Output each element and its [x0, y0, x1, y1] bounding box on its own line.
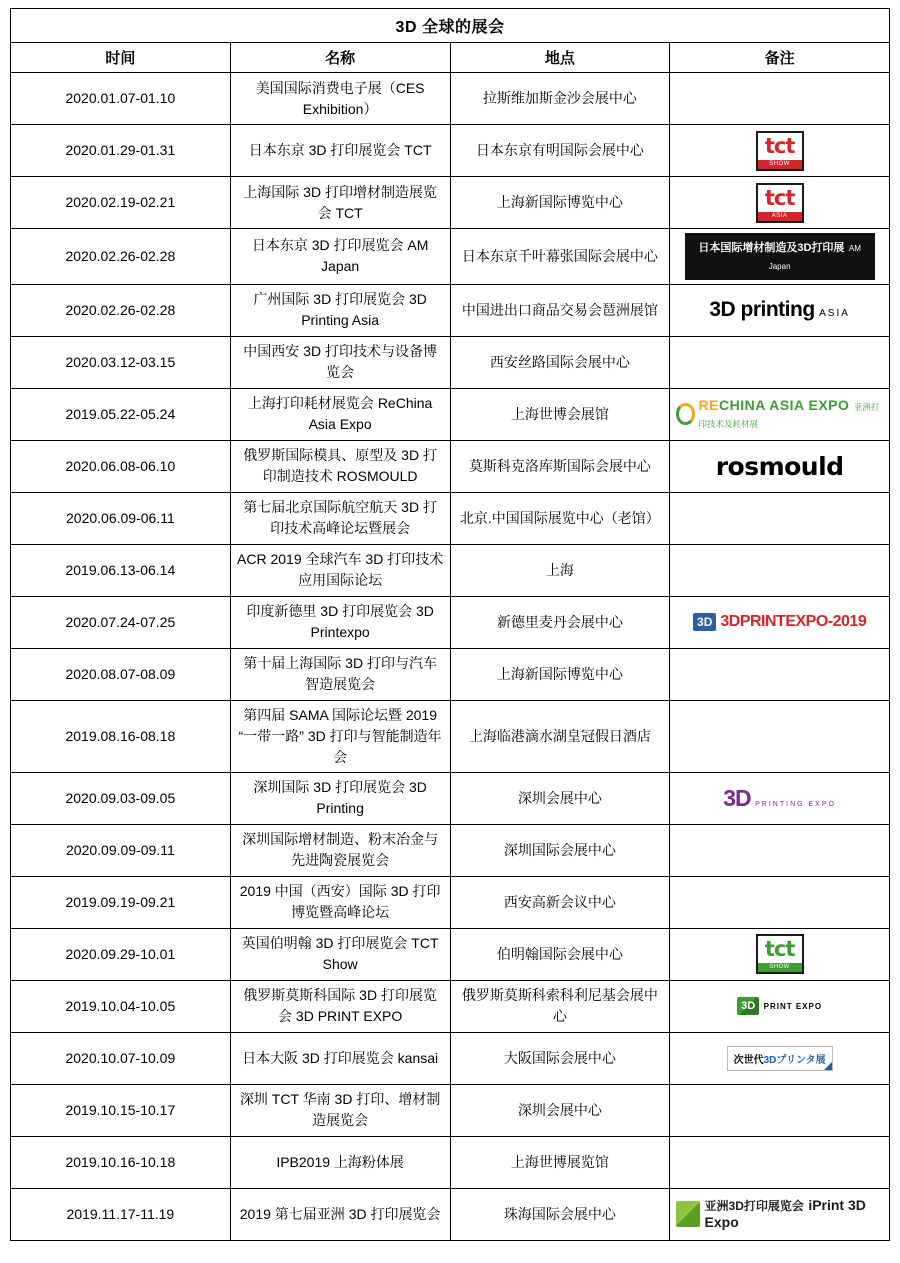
table-row	[11, 1136, 890, 1188]
table-row	[11, 700, 890, 772]
cell-time: 2020.07.24-07.25	[11, 596, 231, 648]
logo-rosmould	[676, 445, 883, 488]
am-japan-icon: 日本国际增材制造及3D打印展 AM Japan	[685, 233, 875, 280]
tct-green-icon: tct SHOW	[756, 934, 804, 974]
logo-3dprintexpo-2019	[676, 601, 883, 644]
cell-note	[670, 336, 890, 388]
table-row	[11, 596, 890, 648]
kansai-icon: 次世代3Dプリンタ展	[727, 1046, 833, 1071]
table-row	[11, 980, 890, 1032]
table-title-row	[11, 9, 890, 43]
iprint-text: 亚洲3D打印展览会 iPrint 3D Expo	[704, 1196, 866, 1231]
cell-name: 日本东京 3D 打印展览会 AM Japan	[230, 229, 450, 285]
cell-name: 印度新德里 3D 打印展览会 3D Printexpo	[230, 596, 450, 648]
cell-note	[670, 772, 890, 824]
table-row	[11, 772, 890, 824]
cell-time: 2020.09.03-09.05	[11, 772, 231, 824]
cell-place: 珠海国际会展中心	[450, 1188, 670, 1240]
cell-time: 2020.03.12-03.15	[11, 336, 231, 388]
cell-time: 2019.05.22-05.24	[11, 388, 231, 440]
cell-name: 深圳 TCT 华南 3D 打印、增材制造展览会	[230, 1084, 450, 1136]
cell-note	[670, 1084, 890, 1136]
printexpo-ru-icon: 3D PRINT EXPO	[737, 997, 822, 1015]
table-row	[11, 1032, 890, 1084]
cell-note	[670, 229, 890, 285]
table-row	[11, 824, 890, 876]
table-row	[11, 229, 890, 285]
cell-note	[670, 284, 890, 336]
cell-place: 大阪国际会展中心	[450, 1032, 670, 1084]
cell-note	[670, 596, 890, 648]
logo-tct-asia	[676, 181, 883, 224]
cell-note	[670, 1032, 890, 1084]
cell-name: 第七届北京国际航空航天 3D 打印技术高峰论坛暨展会	[230, 492, 450, 544]
cell-place: 新德里麦丹会展中心	[450, 596, 670, 648]
cell-note	[670, 125, 890, 177]
table-row	[11, 388, 890, 440]
logo-tct-show-uk	[676, 933, 883, 976]
cell-place: 拉斯维加斯金沙会展中心	[450, 73, 670, 125]
cell-time: 2019.10.16-10.18	[11, 1136, 231, 1188]
cell-note	[670, 177, 890, 229]
logo-3d-printing-asia	[676, 289, 883, 332]
cell-place: 深圳会展中心	[450, 1084, 670, 1136]
rechina-text: RECHINA ASIA EXPO 亚洲打印技术及耗材展	[698, 396, 880, 430]
cell-place: 伯明翰国际会展中心	[450, 928, 670, 980]
page-title: 3D 全球的展会	[11, 9, 890, 43]
cell-time: 2020.06.09-06.11	[11, 492, 231, 544]
cell-place: 上海	[450, 544, 670, 596]
cell-name: 深圳国际增材制造、粉末冶金与先进陶瓷展览会	[230, 824, 450, 876]
cell-place: 日本东京有明国际会展中心	[450, 125, 670, 177]
cell-name: 中国西安 3D 打印技术与设备博览会	[230, 336, 450, 388]
cell-time: 2020.02.26-02.28	[11, 284, 231, 336]
cell-time: 2019.10.15-10.17	[11, 1084, 231, 1136]
table-row	[11, 284, 890, 336]
rechina-title: RECHINA ASIA EXPO	[698, 396, 850, 413]
cell-note	[670, 1188, 890, 1240]
cell-note	[670, 824, 890, 876]
rechina-swirl-icon	[676, 403, 694, 425]
table-row	[11, 1084, 890, 1136]
logo-kansai	[676, 1037, 883, 1080]
table-row	[11, 648, 890, 700]
cell-place: 西安高新会议中心	[450, 876, 670, 928]
cell-name: 第四届 SAMA 国际论坛暨 2019 “一带一路” 3D 打印与智能制造年会	[230, 700, 450, 772]
exhibition-table	[10, 8, 890, 1241]
cell-time: 2019.11.17-11.19	[11, 1188, 231, 1240]
cell-name: 上海国际 3D 打印增材制造展览会 TCT	[230, 177, 450, 229]
cell-name: 深圳国际 3D 打印展览会 3D Printing	[230, 772, 450, 824]
cell-time: 2020.06.08-06.10	[11, 440, 231, 492]
logo-tct-show	[676, 129, 883, 172]
logo-3d-printing-expo-sz	[676, 777, 883, 820]
table-row	[11, 336, 890, 388]
tct-bar: ASIA	[758, 212, 802, 221]
column-header-note: 备注	[670, 43, 890, 73]
logo-print-expo-ru	[676, 985, 883, 1028]
cell-time: 2020.09.09-09.11	[11, 824, 231, 876]
cell-time: 2020.09.29-10.01	[11, 928, 231, 980]
cell-name: 美国国际消费电子展（CES Exhibition）	[230, 73, 450, 125]
cell-note	[670, 876, 890, 928]
cell-name: 俄罗斯国际模具、原型及 3D 打印制造技术 ROSMOULD	[230, 440, 450, 492]
cell-place: 上海新国际博览中心	[450, 177, 670, 229]
cell-place: 日本东京千叶幕张国际会展中心	[450, 229, 670, 285]
cell-time: 2019.06.13-06.14	[11, 544, 231, 596]
cell-time: 2020.02.19-02.21	[11, 177, 231, 229]
cell-time: 2020.10.07-10.09	[11, 1032, 231, 1084]
cell-name: 2019 中国（西安）国际 3D 打印博览暨高峰论坛	[230, 876, 450, 928]
cell-time: 2020.01.29-01.31	[11, 125, 231, 177]
cell-time: 2020.08.07-08.09	[11, 648, 231, 700]
rosmould-icon: rosmould	[715, 451, 844, 481]
cell-name: 英国伯明翰 3D 打印展览会 TCT Show	[230, 928, 450, 980]
cell-note	[670, 544, 890, 596]
cell-place: 北京.中国国际展览中心（老馆）	[450, 492, 670, 544]
tct-asia-icon: tct ASIA	[756, 183, 804, 223]
cell-time: 2019.09.19-09.21	[11, 876, 231, 928]
cell-time: 2019.08.16-08.18	[11, 700, 231, 772]
table-row	[11, 1188, 890, 1240]
cell-name: 2019 第七届亚洲 3D 打印展览会	[230, 1188, 450, 1240]
cell-time: 2020.01.07-01.10	[11, 73, 231, 125]
column-header-place: 地点	[450, 43, 670, 73]
cell-name: 广州国际 3D 打印展览会 3D Printing Asia	[230, 284, 450, 336]
iprint-cube-icon	[676, 1201, 699, 1227]
cell-place: 深圳国际会展中心	[450, 824, 670, 876]
cell-name: ACR 2019 全球汽车 3D 打印技术应用国际论坛	[230, 544, 450, 596]
cell-name: 日本东京 3D 打印展览会 TCT	[230, 125, 450, 177]
cell-place: 上海新国际博览中心	[450, 648, 670, 700]
cell-place: 上海世博展览馆	[450, 1136, 670, 1188]
tct-bar: SHOW	[758, 160, 802, 169]
cell-note	[670, 73, 890, 125]
table-row	[11, 125, 890, 177]
logo-iprint-3d-expo	[676, 1193, 883, 1236]
cell-name: IPB2019 上海粉体展	[230, 1136, 450, 1188]
tct-bar: SHOW	[758, 963, 802, 972]
cell-time: 2020.02.26-02.28	[11, 229, 231, 285]
table-row	[11, 73, 890, 125]
table-row	[11, 492, 890, 544]
cell-name: 日本大阪 3D 打印展览会 kansai	[230, 1032, 450, 1084]
logo-rechina-asia-expo	[676, 393, 883, 436]
tct-red-icon: tct SHOW	[756, 131, 804, 171]
table-row	[11, 544, 890, 596]
3dprintexpo-icon: 3D 3DPRINTEXPO-2019	[693, 613, 866, 631]
cell-time: 2019.10.04-10.05	[11, 980, 231, 1032]
cell-place: 莫斯科克洛库斯国际会展中心	[450, 440, 670, 492]
cell-place: 上海临港滴水湖皇冠假日酒店	[450, 700, 670, 772]
cell-note	[670, 1136, 890, 1188]
cell-name: 第十届上海国际 3D 打印与汽车智造展览会	[230, 648, 450, 700]
3d-purple-icon: 3D PRINTING EXPO	[723, 784, 836, 811]
kansai-corner	[824, 1062, 832, 1070]
cell-note	[670, 648, 890, 700]
3d-printing-asia-icon: 3D printing ASIA	[709, 298, 850, 322]
logo-am-japan	[676, 233, 883, 280]
iprint-icon	[676, 1197, 883, 1232]
cell-place: 西安丝路国际会展中心	[450, 336, 670, 388]
cell-note	[670, 388, 890, 440]
cell-note	[670, 492, 890, 544]
cell-place: 中国进出口商品交易会琶洲展馆	[450, 284, 670, 336]
table-header-row	[11, 43, 890, 73]
cell-place: 上海世博会展馆	[450, 388, 670, 440]
column-header-name: 名称	[230, 43, 450, 73]
cell-place: 俄罗斯莫斯科索科利尼基会展中心	[450, 980, 670, 1032]
table-row	[11, 928, 890, 980]
table-row	[11, 440, 890, 492]
table-row	[11, 177, 890, 229]
cell-note	[670, 440, 890, 492]
cell-name: 上海打印耗材展览会 ReChina Asia Expo	[230, 388, 450, 440]
cell-place: 深圳会展中心	[450, 772, 670, 824]
cell-note	[670, 980, 890, 1032]
cell-note	[670, 928, 890, 980]
cell-name: 俄罗斯莫斯科国际 3D 打印展览会 3D PRINT EXPO	[230, 980, 450, 1032]
rechina-icon	[676, 397, 883, 432]
column-header-time: 时间	[11, 43, 231, 73]
table-row	[11, 876, 890, 928]
cell-note	[670, 700, 890, 772]
